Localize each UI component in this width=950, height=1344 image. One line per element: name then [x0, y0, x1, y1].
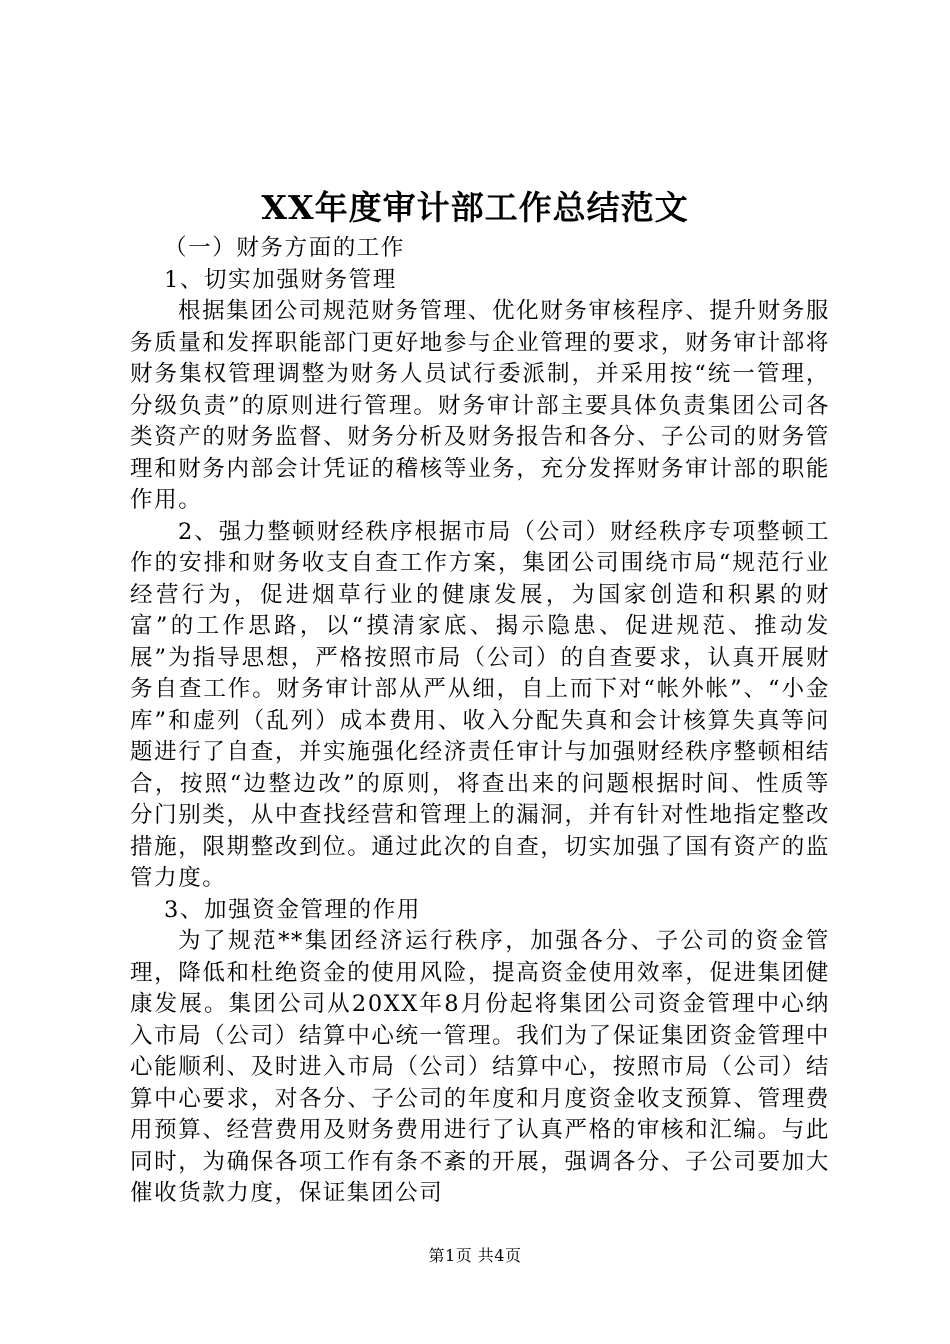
body-paragraph: 根据集团公司规范财务管理、优化财务审核程序、提升财务服务质量和发挥职能部门更好地参与企业管理的要求，财务审计部将财务集权管理调整为财务人员试行委派制，并采用按“统一管理，分级负责”的原则进行管理。财务审计部主要具体负责集团公司各类资产的财务监督、财务分析及财务报告和各分、子公司的财务管理和财务内部会计凭证的稽核等业务，充分发挥财务审计部的职能作用。: [130, 298, 830, 513]
section-heading: （一）财务方面的工作: [164, 235, 406, 261]
document-body: [130, 233, 830, 1210]
subsection-heading: 3、加强资金管理的作用: [164, 896, 421, 923]
subsection-heading: 1、切实加强财务管理: [164, 266, 397, 293]
body-paragraph: 为了规范**集团经济运行秩序，加强各分、子公司的资金管理，降低和杜绝资金的使用风险，提高资金使用效率，促进集团健康发展。集团公司从20XX年8月份起将集团公司资金管理中心纳入市局（公司）结算中心统一管理。我们为了保证集团资金管理中心能顺利、及时进入市局（公司）结算中心，按照市局（公司）结算中心要求，对各分、子公司的年度和月度资金收支预算、管理费用预算、经营费用及财务费用进行了认真严格的审核和汇编。与此同时，为确保各项工作有条不紊的开展，强调各分、子公司要加大催收货款力度，保证集团公司: [130, 928, 830, 1206]
page-number-footer: 第1页 共4页: [428, 1246, 522, 1265]
document-title: XX年度审计部工作总结范文: [261, 188, 689, 227]
body-paragraph: 2、强力整顿财经秩序根据市局（公司）财经秩序专项整顿工作的安排和财务收支自查工作方案，集团公司围绕市局“规范行业经营行为，促进烟草行业的健康发展，为国家创造和积累的财富”的工作思路，以“摸清家底、揭示隐患、促进规范、推动发展”为指导思想，严格按照市局（公司）的自查要求，认真开展财务自查工作。财务审计部从严从细，自上而下对“帐外帐”、“小金库”和虚列（乱列）成本费用、收入分配失真和会计核算失真等问题进行了自查，并实施强化经济责任审计与加强财经秩序整顿相结合，按照“边整边改”的原则，将查出来的问题根据时间、性质等分门别类，从中查找经营和管理上的漏洞，并有针对性地指定整改措施，限期整改到位。通过此次的自查，切实加强了国有资产的监管力度。: [130, 518, 830, 891]
